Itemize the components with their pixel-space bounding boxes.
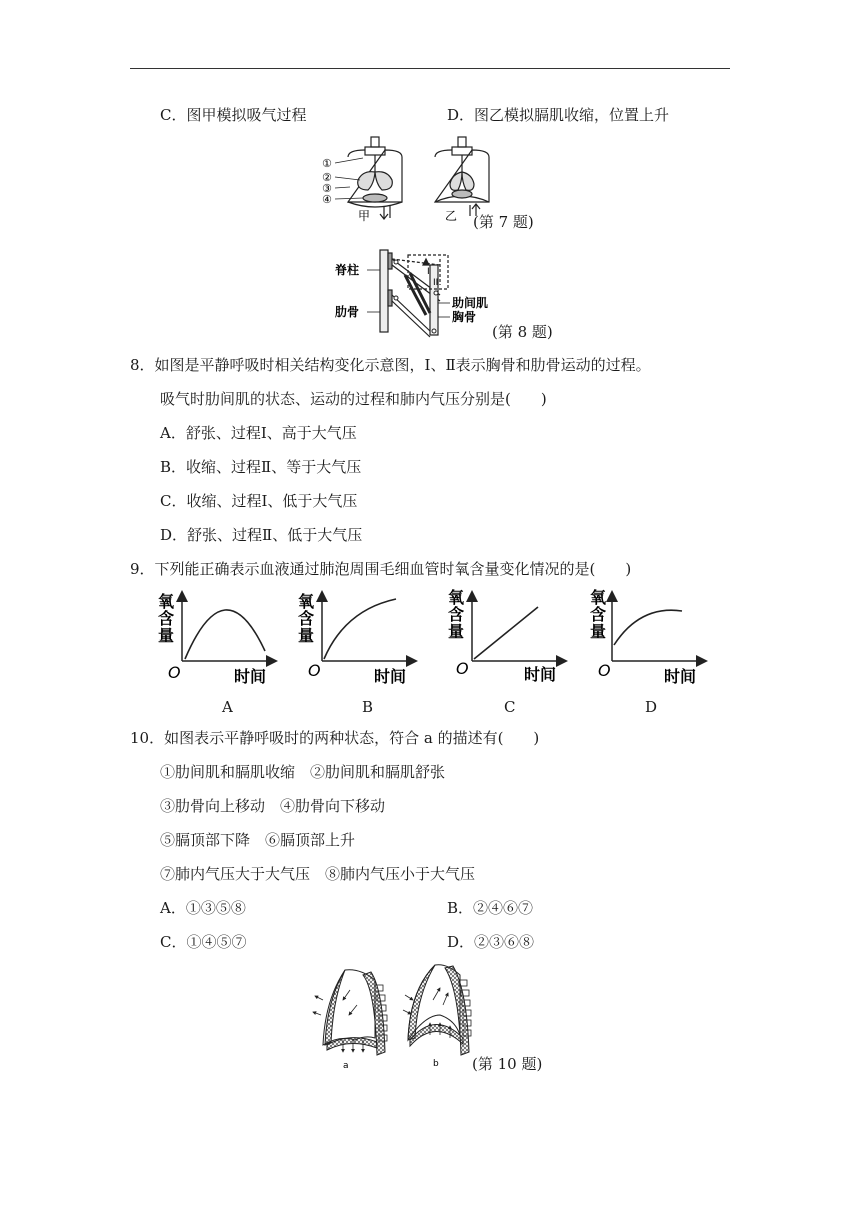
svg-text:时间: 时间 — [524, 665, 557, 684]
svg-text:时间: 时间 — [374, 667, 407, 686]
jar-yi — [435, 137, 489, 216]
svg-text:氧: 氧 — [448, 588, 465, 607]
header-rule — [130, 68, 730, 69]
q7-label-yi: 乙 — [445, 209, 458, 223]
svg-text:量: 量 — [298, 626, 315, 645]
q10-item-1: ①肋间肌和膈肌收缩 ②肋间肌和膈肌舒张 — [160, 763, 446, 781]
q8-label-rib: 肋骨 — [335, 305, 360, 319]
svg-text:含: 含 — [298, 609, 315, 628]
q10-fig-label-b: b — [433, 1059, 439, 1069]
q8-rib-figure — [330, 245, 500, 340]
q8-label-spine: 脊柱 — [335, 263, 360, 277]
q7-label-3: ③ — [322, 182, 332, 195]
q9-label-b: B — [362, 698, 374, 716]
q8-stem-line2: 吸气时肋间肌的状态、运动的过程和肺内气压分别是( ) — [160, 390, 547, 408]
graph-a — [158, 592, 275, 686]
q10-item-2: ③肋骨向上移动 ④肋骨向下移动 — [160, 797, 386, 815]
q8-label-intercostal: 助间肌 — [452, 296, 489, 310]
q9-stem: 9．下列能正确表示血液通过肺泡周围毛细血管时氧含量变化情况的是( ) — [130, 560, 632, 578]
q8-label-II: II — [433, 278, 439, 288]
q10-caption: (第 10 题) — [472, 1055, 543, 1073]
q10-item-3: ⑤膈顶部下降 ⑥膈顶部上升 — [160, 831, 356, 849]
svg-text:含: 含 — [590, 605, 607, 624]
svg-text:含: 含 — [448, 605, 465, 624]
q7-option-c: C．图甲模拟吸气过程 — [160, 106, 307, 124]
svg-text:量: 量 — [590, 622, 607, 641]
q7-label-1: ① — [322, 157, 332, 170]
q10-thorax-figure — [305, 960, 480, 1075]
q8-option-a: A．舒张、过程Ⅰ、高于大气压 — [160, 424, 357, 442]
thorax-a — [313, 970, 387, 1055]
svg-text:时间: 时间 — [234, 667, 267, 686]
q7-label-2: ② — [322, 171, 332, 184]
q8-label-I: I — [427, 267, 430, 277]
svg-text:氧: 氧 — [298, 592, 315, 611]
svg-text:氧: 氧 — [158, 592, 175, 611]
graph-c — [448, 588, 565, 684]
svg-text:量: 量 — [448, 622, 465, 641]
q7-label-jia: 甲 — [358, 209, 371, 223]
q8-option-d: D．舒张、过程Ⅱ、低于大气压 — [160, 526, 363, 544]
svg-text:量: 量 — [158, 626, 175, 645]
q10-option-c: C．①④⑤⑦ — [160, 933, 247, 951]
svg-text:氧: 氧 — [590, 588, 607, 607]
q10-item-4: ⑦肺内气压大于大气压 ⑧肺内气压小于大气压 — [160, 865, 476, 883]
q7-label-4: ④ — [322, 193, 332, 206]
graph-b-curve — [324, 599, 396, 659]
q9-label-d: D — [645, 698, 658, 716]
q9-label-c: C — [504, 698, 516, 716]
q7-caption: (第 7 题) — [473, 213, 534, 231]
svg-text:O: O — [598, 661, 611, 680]
svg-text:O: O — [308, 661, 321, 680]
q9-label-a: A — [222, 698, 233, 716]
thorax-b — [403, 965, 471, 1055]
svg-text:时间: 时间 — [664, 667, 697, 686]
jar-jia — [348, 137, 402, 219]
q10-option-a: A．①③⑤⑧ — [160, 899, 246, 917]
q8-option-b: B．收缩、过程Ⅱ、等于大气压 — [160, 458, 362, 476]
q10-fig-label-a: a — [343, 1061, 349, 1071]
q7-option-d: D．图乙模拟膈肌收缩，位置上升 — [447, 106, 670, 124]
graph-d — [590, 588, 705, 686]
q10-stem: 10．如图表示平静呼吸时的两种状态，符合 a 的描述有( ) — [130, 729, 540, 747]
graph-b — [298, 592, 415, 686]
q8-caption: (第 8 题) — [492, 323, 553, 341]
q8-option-c: C．收缩、过程Ⅰ、低于大气压 — [160, 492, 358, 510]
svg-text:含: 含 — [158, 609, 175, 628]
svg-text:O: O — [168, 663, 181, 682]
graph-c-line — [474, 607, 538, 659]
q10-option-b: B．②④⑥⑦ — [447, 899, 534, 917]
svg-text:O: O — [456, 659, 469, 678]
q8-label-sternum: 胸骨 — [452, 310, 477, 324]
q8-stem-line1: 8．如图是平静呼吸时相关结构变化示意图，Ⅰ、Ⅱ表示胸骨和肋骨运动的过程。 — [130, 356, 651, 374]
graph-d-curve — [614, 610, 682, 645]
q9-graphs — [150, 585, 720, 690]
q10-option-d: D．②③⑥⑧ — [447, 933, 535, 951]
graph-a-curve — [185, 610, 265, 659]
